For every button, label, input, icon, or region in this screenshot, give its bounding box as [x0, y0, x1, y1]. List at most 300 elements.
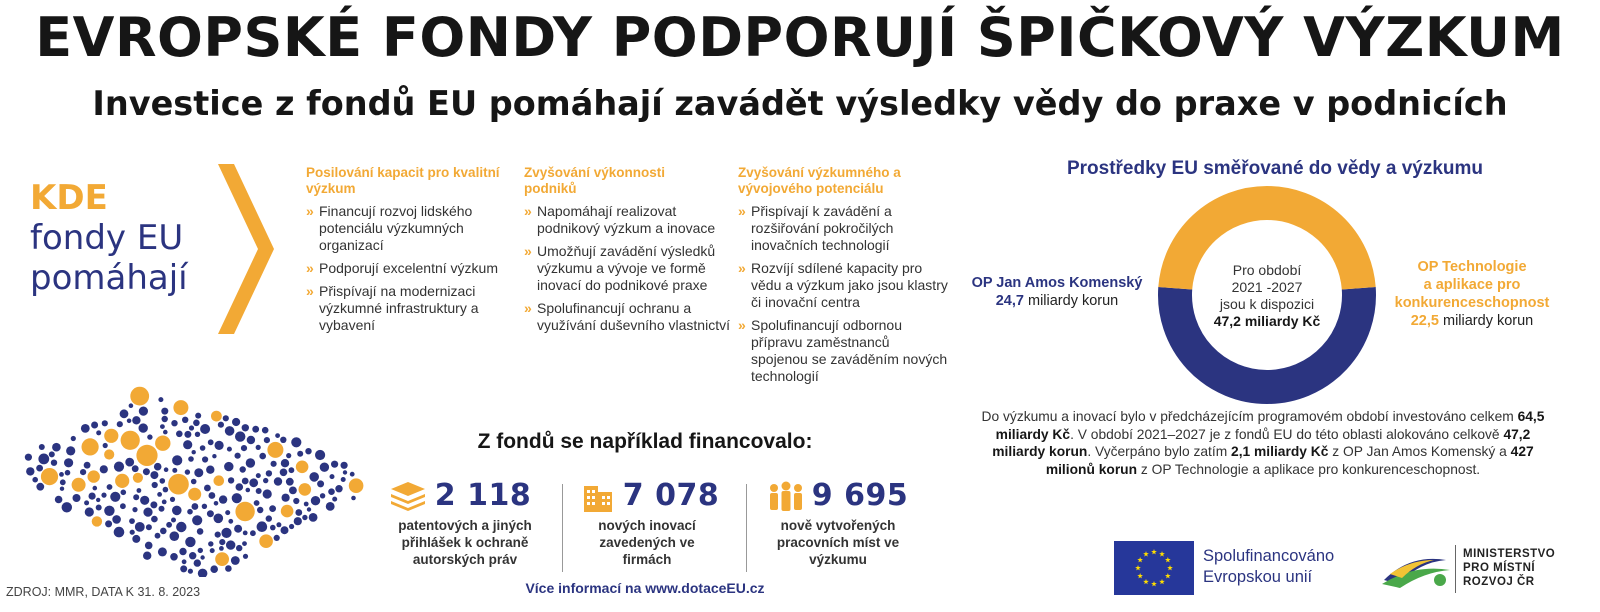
- map-dot: [132, 535, 140, 543]
- map-dot: [202, 456, 208, 462]
- bullet-icon: »: [524, 300, 532, 316]
- map-dot: [72, 478, 86, 492]
- map-dot: [197, 528, 204, 535]
- map-dot: [328, 488, 335, 495]
- map-dot: [102, 420, 108, 426]
- map-dot: [274, 535, 280, 541]
- subtitle: Investice z fondů EU pomáhají zavádět výsledky vědy do praxe v podnicích: [92, 84, 1508, 123]
- map-dot: [235, 431, 245, 441]
- map-dot: [89, 493, 96, 500]
- map-dot: [299, 483, 312, 496]
- bullet-icon: »: [738, 260, 746, 276]
- map-dot: [304, 502, 309, 507]
- map-dot: [289, 467, 295, 473]
- map-dot: [66, 446, 75, 455]
- map-dot: [82, 438, 99, 455]
- map-dot: [84, 462, 91, 469]
- map-dot: [228, 477, 234, 483]
- mmr-text: MINISTERSTVO PRO MÍSTNÍ ROZVOJ ČR: [1463, 548, 1556, 588]
- map-dot: [235, 453, 241, 459]
- map-dot: [25, 454, 32, 461]
- map-dot: [73, 494, 81, 502]
- map-dot: [39, 444, 45, 450]
- map-dot: [331, 461, 338, 468]
- map-dot: [185, 537, 195, 547]
- map-dot: [194, 468, 203, 477]
- kde-word: KDE: [30, 178, 108, 218]
- star-icon: [1165, 573, 1171, 578]
- map-dot: [281, 459, 289, 467]
- map-dot: [242, 541, 247, 546]
- map-dot: [225, 426, 235, 436]
- slice-label-technologie: [1372, 258, 1572, 330]
- map-dot: [257, 521, 268, 532]
- map-dot: [154, 463, 162, 471]
- map-dot: [305, 448, 311, 454]
- map-dot: [192, 450, 196, 454]
- map-dot: [188, 488, 201, 501]
- map-dot: [150, 471, 158, 479]
- map-dot: [130, 530, 135, 535]
- map-dot: [198, 548, 203, 553]
- map-dot: [188, 569, 193, 574]
- map-dot: [189, 552, 196, 559]
- map-dot: [71, 436, 76, 441]
- map-dot: [210, 548, 215, 553]
- map-dot: [349, 478, 364, 493]
- map-dot: [184, 431, 191, 438]
- map-dot: [194, 559, 201, 566]
- map-dot: [143, 552, 151, 560]
- map-dot: [264, 437, 270, 443]
- map-dot: [209, 492, 216, 499]
- map-dot: [140, 496, 149, 505]
- map-dot: [121, 490, 127, 496]
- chevron-right-icon: [218, 164, 274, 334]
- map-dot: [309, 513, 318, 522]
- map-dot: [163, 430, 168, 435]
- more-info-link[interactable]: Více informací na www.dotaceEU.cz: [525, 580, 765, 596]
- map-dot: [351, 496, 356, 501]
- list-item: » Spolufinancují ochranu a využívání duševního vlastnictví: [524, 300, 730, 333]
- map-dot: [282, 494, 290, 502]
- map-dot: [36, 483, 44, 491]
- map-dot: [246, 488, 251, 493]
- map-dot: [93, 486, 98, 491]
- map-dot: [330, 474, 335, 479]
- source-note: ZDROJ: MMR, DATA K 31. 8. 2023: [6, 585, 201, 599]
- map-dot: [343, 470, 347, 474]
- map-dot: [191, 479, 197, 485]
- map-dot: [80, 469, 86, 475]
- map-dot: [120, 409, 129, 418]
- map-dot: [150, 501, 157, 508]
- map-dot: [162, 416, 168, 422]
- map-dot: [105, 520, 112, 527]
- map-dot: [115, 474, 129, 488]
- list-item: » Podporují excelentní výzkum: [306, 260, 498, 276]
- column-heading: Posilování kapacit pro kvalitní výzkum: [306, 165, 500, 196]
- map-dot: [200, 445, 206, 451]
- map-dot: [224, 462, 233, 471]
- star-icon: [1151, 549, 1157, 554]
- map-dot: [270, 525, 276, 531]
- map-dot: [59, 472, 64, 477]
- map-dot: [235, 502, 254, 521]
- map-dot: [192, 515, 202, 525]
- map-dot: [206, 466, 214, 474]
- map-dot: [243, 554, 248, 559]
- map-dot: [200, 424, 210, 434]
- kde-line-pomahaji: pomáhají: [30, 258, 188, 299]
- map-dot: [103, 443, 108, 448]
- star-icon: [1159, 579, 1165, 584]
- stat-patents: [385, 478, 545, 568]
- donut-center-total: 47,2 miliardy Kč: [1213, 313, 1321, 329]
- map-dot: [107, 484, 113, 490]
- map-dot: [215, 552, 229, 566]
- map-dot: [117, 421, 123, 427]
- map-dot: [263, 489, 272, 498]
- map-dot: [271, 461, 277, 467]
- bullet-icon: »: [306, 260, 314, 276]
- slice-name: a aplikace pro: [1423, 277, 1521, 293]
- map-dot: [234, 525, 242, 533]
- map-dot: [236, 545, 242, 551]
- map-dot: [162, 500, 167, 505]
- slice-value: 24,7: [995, 293, 1024, 309]
- map-dot: [256, 473, 261, 478]
- map-dot: [112, 515, 121, 524]
- map-dot: [240, 466, 246, 472]
- map-dot: [266, 515, 272, 521]
- map-dot: [160, 424, 165, 429]
- map-dot: [129, 518, 135, 524]
- map-dot: [135, 522, 145, 532]
- map-dot: [243, 531, 248, 536]
- map-dot: [136, 445, 157, 466]
- map-dot: [289, 524, 294, 529]
- map-dot: [231, 556, 240, 565]
- map-dot: [185, 469, 190, 474]
- star-icon: [1137, 557, 1143, 562]
- map-dot: [38, 454, 49, 465]
- map-dot: [168, 474, 189, 495]
- star-icon: [1151, 581, 1157, 586]
- examples-title: Z fondů se například financovalo:: [477, 430, 813, 453]
- map-dot: [275, 433, 280, 438]
- map-dot: [176, 431, 183, 438]
- star-icon: [1137, 573, 1143, 578]
- map-dot: [256, 488, 262, 494]
- map-dot: [263, 478, 268, 483]
- list-item: » Přispívají k zavádění a rozšiřování pokročilých inovačních technologií: [738, 203, 894, 253]
- map-dot: [266, 470, 272, 476]
- map-dot: [160, 478, 166, 484]
- map-dot: [214, 475, 225, 486]
- map-dot: [280, 437, 286, 443]
- list-item: » Rozvíjí sdílené kapacity pro vědu a výzkum jako jsou klastry či inovační centra: [738, 260, 948, 310]
- map-dot: [172, 506, 182, 516]
- stat-label: patentových a jiných přihlášek k ochraně autorských práv: [398, 518, 532, 567]
- stat-value: 7 078: [622, 478, 720, 513]
- map-dot: [208, 541, 213, 546]
- map-dot: [92, 516, 102, 526]
- map-dot: [60, 479, 66, 485]
- slice-name: OP Jan Amos Komenský: [971, 275, 1143, 291]
- map-dot: [317, 480, 324, 487]
- map-dot: [247, 436, 255, 444]
- map-dot: [309, 472, 319, 482]
- map-dot: [189, 425, 194, 430]
- map-dot: [252, 426, 259, 433]
- map-dot: [226, 540, 235, 549]
- map-dot: [62, 502, 72, 512]
- map-dot: [164, 467, 169, 472]
- map-dot: [146, 524, 152, 530]
- map-dot: [259, 453, 266, 460]
- map-dot: [249, 478, 258, 487]
- bullet-icon: »: [524, 203, 532, 219]
- map-dot: [254, 500, 260, 506]
- eu-cofinance-text: Spolufinancováno Evropskou unií: [1203, 547, 1335, 586]
- map-dot: [104, 429, 118, 443]
- star-icon: [1167, 565, 1173, 570]
- map-dot: [133, 494, 139, 500]
- map-dot: [160, 528, 167, 535]
- map-dot: [139, 407, 148, 416]
- map-dot: [51, 460, 57, 466]
- map-dot: [208, 439, 214, 445]
- slice-name: OP Technologie: [1417, 259, 1527, 275]
- kde-line-fondy: fondy EU: [30, 218, 184, 259]
- map-dot: [104, 506, 114, 516]
- donut-center-line: Pro období: [1232, 262, 1302, 278]
- map-dot: [49, 451, 55, 457]
- map-dot: [171, 420, 177, 426]
- map-dot: [132, 416, 140, 424]
- star-icon: [1143, 551, 1149, 556]
- map-dot: [193, 420, 200, 427]
- map-dot: [335, 485, 342, 492]
- map-dot: [198, 569, 208, 577]
- map-dot: [104, 449, 114, 459]
- star-icon: [1159, 551, 1165, 556]
- column-potencial: [738, 165, 948, 391]
- map-dot: [215, 441, 224, 450]
- slice-label-komensky: [962, 274, 1152, 310]
- stat-jobs: [758, 478, 918, 568]
- stack-icon: [389, 480, 427, 514]
- map-dot: [145, 542, 153, 550]
- building-icon: [581, 480, 615, 514]
- map-dot: [155, 436, 170, 451]
- map-dot: [302, 515, 307, 520]
- map-dot: [182, 559, 187, 564]
- slice-value-line: [1372, 312, 1572, 330]
- people-icon: [766, 480, 806, 514]
- main-title: EVROPSKÉ FONDY PODPORUJÍ ŠPIČKOVÝ VÝZKUM: [35, 6, 1565, 69]
- map-dot: [166, 522, 172, 528]
- map-dot: [158, 397, 163, 402]
- map-dot: [183, 440, 192, 449]
- slice-unit: miliardy korun: [1443, 313, 1534, 329]
- map-dot: [157, 492, 162, 497]
- map-dot: [139, 423, 148, 432]
- map-dot: [96, 430, 101, 435]
- map-dot: [170, 531, 180, 541]
- map-dot: [127, 419, 132, 424]
- stat-label: nově vytvořených pracovních míst ve výzkumu: [776, 518, 900, 567]
- map-dot: [225, 510, 230, 515]
- donut-center-line: 2021 -2027: [1231, 279, 1303, 295]
- map-dot: [101, 493, 106, 498]
- slice-value-line: [962, 292, 1152, 310]
- map-dot: [172, 468, 177, 473]
- stat-innovations: [567, 478, 727, 568]
- map-dot: [242, 478, 249, 485]
- map-dot: [219, 539, 225, 545]
- column-heading: Zvyšování výkonnosti podniků: [524, 165, 666, 196]
- map-dot: [332, 497, 337, 502]
- map-dot: [55, 496, 63, 504]
- map-dot: [151, 516, 158, 523]
- map-dot: [88, 470, 100, 482]
- map-dot: [281, 526, 289, 534]
- stat-label: nových inovací zavedených ve firmách: [598, 518, 696, 567]
- map-dot: [242, 424, 249, 431]
- map-dot: [176, 522, 186, 532]
- map-dot: [179, 548, 186, 555]
- map-dot: [326, 502, 335, 511]
- map-dot: [171, 518, 176, 523]
- map-dot: [200, 555, 204, 559]
- map-dot: [188, 456, 194, 462]
- map-dot: [341, 477, 346, 482]
- map-dot: [228, 519, 233, 524]
- list-item: » Spolufinancují odbornou přípravu zaměstnanců spojenou se zaváděním nových technologií: [738, 317, 948, 384]
- map-dot: [315, 450, 325, 460]
- map-dot: [152, 482, 158, 488]
- map-dot: [81, 424, 90, 433]
- map-dot: [180, 565, 187, 572]
- map-dot: [210, 565, 218, 573]
- map-dot: [158, 547, 167, 556]
- map-dot: [250, 530, 256, 536]
- map-dot: [143, 508, 152, 517]
- chart-title: Prostředky EU směřované do vědy a výzkumu: [1066, 158, 1484, 179]
- map-dot: [202, 504, 207, 509]
- map-dot: [121, 431, 140, 450]
- map-dot: [289, 487, 297, 495]
- map-dot: [129, 403, 134, 408]
- map-dot: [219, 546, 224, 551]
- map-dot: [225, 565, 232, 572]
- column-podniky: [524, 165, 734, 340]
- map-dot: [195, 432, 200, 437]
- list-item: » Napomáhají realizovat podnikový výzkum a inovace: [524, 203, 716, 236]
- map-dot: [267, 442, 283, 458]
- star-icon: [1165, 557, 1171, 562]
- map-dot: [187, 509, 193, 515]
- bullet-icon: »: [738, 203, 746, 219]
- map-dot: [257, 507, 263, 513]
- bullet-icon: »: [306, 283, 314, 299]
- map-dot: [182, 417, 188, 423]
- map-dot: [307, 507, 311, 511]
- bullet-icon: »: [306, 203, 314, 219]
- column-list: [738, 203, 948, 385]
- map-dot: [130, 387, 149, 406]
- map-dot: [281, 505, 294, 518]
- map-dot: [214, 514, 224, 524]
- list-item: » Přispívají na modernizaci výzkumné infrastruktury a vybavení: [306, 283, 479, 333]
- divider: [1455, 545, 1456, 593]
- map-dot: [52, 443, 61, 452]
- stat-value: 9 695: [811, 478, 909, 513]
- map-dot: [132, 465, 139, 472]
- map-dot: [170, 553, 178, 561]
- map-dot: [41, 468, 58, 485]
- map-dot: [170, 497, 175, 502]
- map-dot: [223, 415, 229, 421]
- map-dot: [163, 487, 169, 493]
- map-dot: [100, 465, 108, 473]
- map-dot: [96, 498, 100, 502]
- map-dot: [256, 445, 261, 450]
- column-list: [524, 203, 734, 334]
- map-dot: [286, 478, 294, 486]
- map-dot: [120, 503, 126, 509]
- map-dot: [293, 498, 299, 504]
- map-dot: [311, 496, 320, 505]
- map-dot: [204, 485, 211, 492]
- list-item: » Financují rozvoj lidského potenciálu výzkumných organizací: [306, 203, 473, 253]
- divider: [562, 484, 563, 572]
- map-dot: [320, 463, 329, 472]
- summary-paragraph: Do výzkumu a inovací bylo v předcházejícím programovém období investováno celkem 64,5 miliardy Kč. V období 2021–2027 je z fondů EU do této oblasti alokováno celkově 47,2 miliardy korun. Vyčerpáno bylo zatím 2,1 miliardy Kč z OP Jan Amos Komenský a 427 milionů korun z OP Technologie a aplikace pro konkurenceschopnost.: [981, 409, 1545, 477]
- map-dot: [159, 506, 165, 512]
- donut-center-line: jsou k dispozici: [1219, 296, 1315, 312]
- map-dot: [269, 505, 276, 512]
- map-dot: [137, 488, 142, 493]
- map-dot: [64, 458, 73, 467]
- map-dot: [36, 465, 43, 472]
- map-dot: [65, 470, 71, 476]
- map-dot: [133, 473, 143, 483]
- map-dot: [341, 462, 348, 469]
- map-dot: [221, 528, 231, 538]
- kde-heading: [30, 178, 188, 298]
- map-dot: [297, 451, 303, 457]
- map-dot: [26, 467, 34, 475]
- map-dot: [350, 472, 355, 477]
- map-dot: [207, 510, 214, 517]
- map-dot: [280, 469, 288, 477]
- slice-value: 22,5: [1410, 313, 1439, 329]
- czech-map-dots-illustration: [18, 385, 374, 577]
- column-heading: Zvyšování výzkumného a vývojového potenciálu: [738, 165, 901, 196]
- map-dot: [147, 434, 152, 439]
- divider: [746, 484, 747, 572]
- bullet-icon: »: [738, 317, 746, 333]
- map-dot: [294, 517, 302, 525]
- map-dot: [114, 462, 124, 472]
- map-dot: [132, 507, 137, 512]
- map-dot: [296, 461, 309, 474]
- donut-center-text: [1187, 262, 1347, 330]
- map-dot: [232, 418, 240, 426]
